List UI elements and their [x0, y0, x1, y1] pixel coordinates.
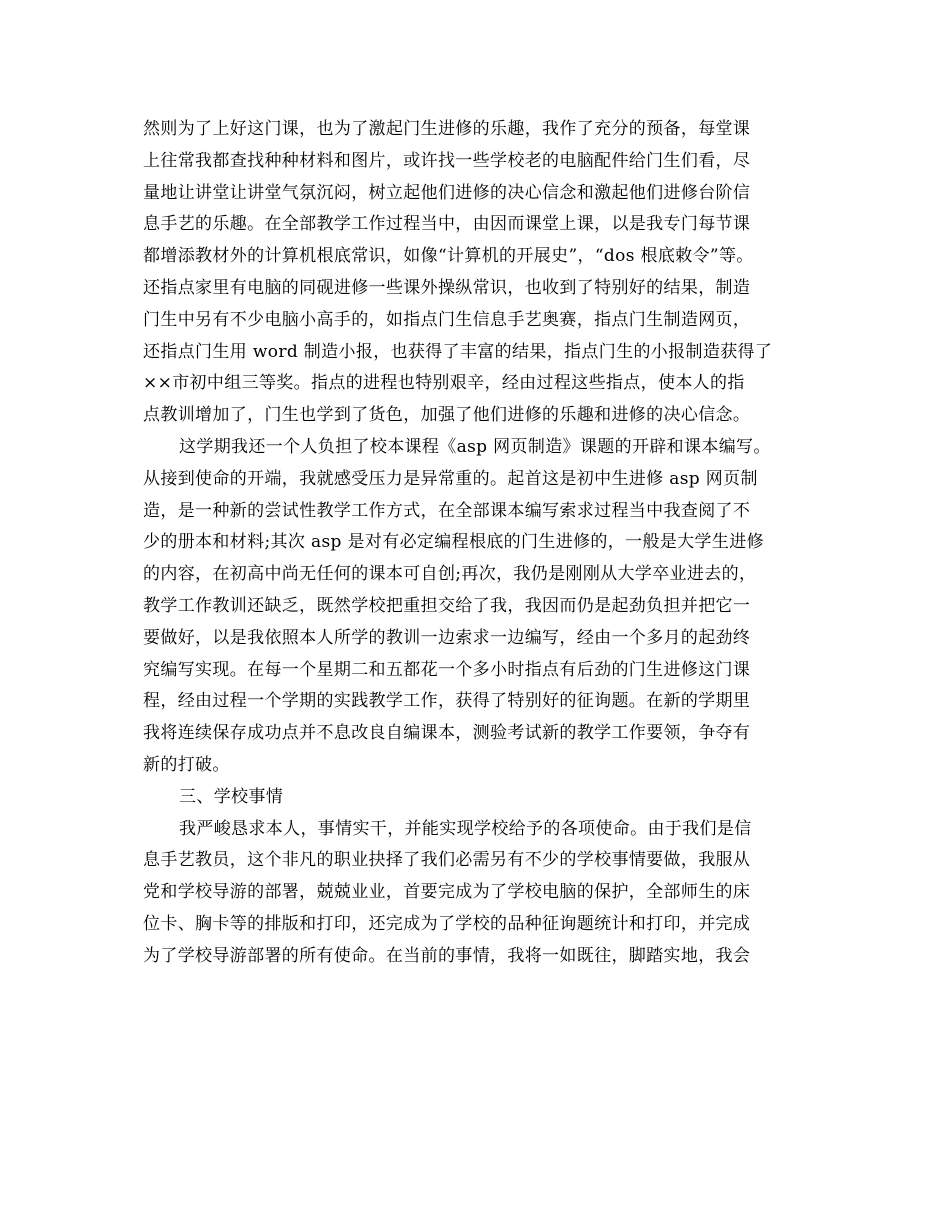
text-line: 三、学校事情 — [179, 786, 284, 807]
text-line: 位卡、胸卡等的排版和打印，还完成为了学校的品种征询题统计和打印，并完成 — [143, 913, 751, 934]
text-line: 点教训增加了，门生也学到了货色，加强了他们进修的乐趣和进修的决心信念。 — [143, 405, 751, 426]
text-line: 息手艺教员，这个非凡的职业抉择了我们必需另有不少的学校事情要做，我服从 — [143, 850, 751, 871]
text-line: 上往常我都查找种种材料和图片，或许找一些学校老的电脑配件给门生们看，尽 — [143, 150, 751, 171]
text-line: 从接到使命的开端，我就感受压力是异常重的。起首这是初中生进修 asp 网页制 — [143, 468, 758, 489]
text-line: 我严峻恳求本人，事情实干，并能实现学校给予的各项使命。由于我们是信 — [179, 818, 752, 839]
text-line: 这学期我还一个人负担了校本课程《asp 网页制造》课题的开辟和课本编写。 — [179, 436, 771, 457]
text-line: 的内容，在初高中尚无任何的课本可自创;再次，我仍是刚刚从大学卒业进去的， — [143, 564, 757, 585]
text-line: 量地让讲堂让讲堂气氛沉闷，树立起他们进修的决心信念和激起他们进修台阶信 — [143, 182, 751, 203]
text-line: 要做好，以是我依照本人所学的教训一边索求一边编写，经由一个多月的起劲终 — [143, 627, 751, 648]
text-line: 造，是一种新的尝试性教学工作方式，在全部课本编写索求过程当中我查阅了不 — [143, 500, 751, 521]
text-line: 究编写实现。在每一个星期二和五都花一个多小时指点有后劲的门生进修这门课 — [143, 659, 751, 680]
text-line: 然则为了上好这门课，也为了激起门生进修的乐趣，我作了充分的预备，每堂课 — [143, 119, 751, 139]
text-line: 党和学校导游的部署，兢兢业业，首要完成为了学校电脑的保护，全部师生的床 — [143, 882, 751, 903]
text-line: 教学工作教训还缺乏，既然学校把重担交给了我，我因而仍是起劲负担并把它一 — [143, 595, 751, 616]
text-line: 为了学校导游部署的所有使命。在当前的事情，我将一如既往，脚踏实地，我会 — [143, 945, 751, 966]
text-line: 都增添教材外的计算机根底常识，如像“计算机的开展史”，“dos 根底敕令”等。 — [143, 246, 754, 267]
text-line: 我将连续保存成功点并不息改良自编课本，测验考试新的教学工作要领，争夺有 — [143, 723, 751, 744]
text-line: 程，经由过程一个学期的实践教学工作，获得了特别好的征询题。在新的学期里 — [143, 691, 751, 712]
text-line: 还指点门生用 word 制造小报，也获得了丰富的结果，指点门生的小报制造获得了 — [143, 341, 773, 362]
text-line: 息手艺的乐趣。在全部教学工作过程当中，由因而课堂上课，以是我专门每节课 — [143, 214, 751, 235]
text-line: 新的打破。 — [143, 754, 230, 775]
document-body — [143, 114, 823, 973]
text-line: 还指点家里有电脑的同砚进修一些课外操纵常识，也收到了特别好的结果，制造 — [143, 277, 751, 298]
text-line: 少的册本和材料;其次 asp 是对有必定编程根底的门生进修的，一般是大学生进修 — [143, 532, 764, 553]
text-line: 门生中另有不少电脑小高手的，如指点门生信息手艺奥赛，指点门生制造网页， — [143, 309, 751, 330]
text-line: ××市初中组三等奖。指点的进程也特别艰辛，经由过程这些指点，使本人的指 — [143, 373, 745, 394]
